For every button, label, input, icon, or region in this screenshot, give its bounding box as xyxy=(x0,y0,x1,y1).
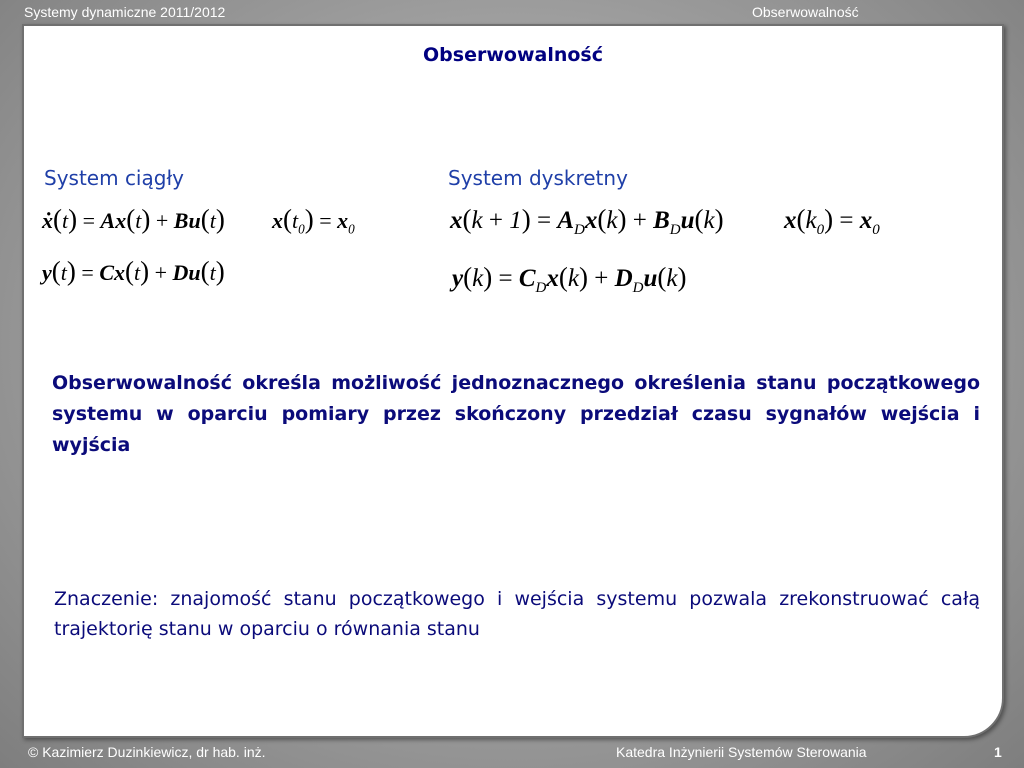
continuous-initial-condition: $x(t_0) = x_0$ xyxy=(272,204,355,237)
significance-note: Znaczenie: znajomość stanu początkowego i wejścia systemu pozwala zrekonstruować całą trajektorię stanu w oparciu o równania stanu xyxy=(54,588,980,640)
observability-definition: Obserwowalność określa możliwość jednoznacznego określenia stanu początkowego systemu w oparciu pomiary przez skończony przedział czasu sygnałów wejścia i wyjścia xyxy=(52,372,980,456)
discrete-system-label: System dyskretny xyxy=(448,166,628,190)
header-topic: Obserwowalność xyxy=(752,4,859,20)
slide-title: Obserwowalność xyxy=(423,44,603,66)
discrete-output-equation: $y(k) = C_Dx(k) + D_Du(k)$ xyxy=(452,262,687,296)
footer-department: Katedra Inżynierii Systemów Sterowania xyxy=(616,744,867,760)
discrete-state-equation: $x(k + 1) = A_Dx(k) + B_Du(k)$ xyxy=(450,204,724,238)
continuous-state-equation: ẋ(t) = Ax(t) + Bu(t) xyxy=(42,204,225,234)
continuous-system-label: System ciągły xyxy=(44,166,184,190)
continuous-output-equation: y(t) = Cx(t) + Du(t) xyxy=(42,256,225,286)
course-title: Systemy dynamiczne 2011/2012 xyxy=(24,4,226,20)
slide-frame xyxy=(22,24,1004,738)
page-number: 1 xyxy=(994,744,1002,760)
discrete-initial-condition: $x(k_0) = x_0$ xyxy=(784,204,880,238)
footer-author: © Kazimierz Duzinkiewicz, dr hab. inż. xyxy=(28,744,266,760)
